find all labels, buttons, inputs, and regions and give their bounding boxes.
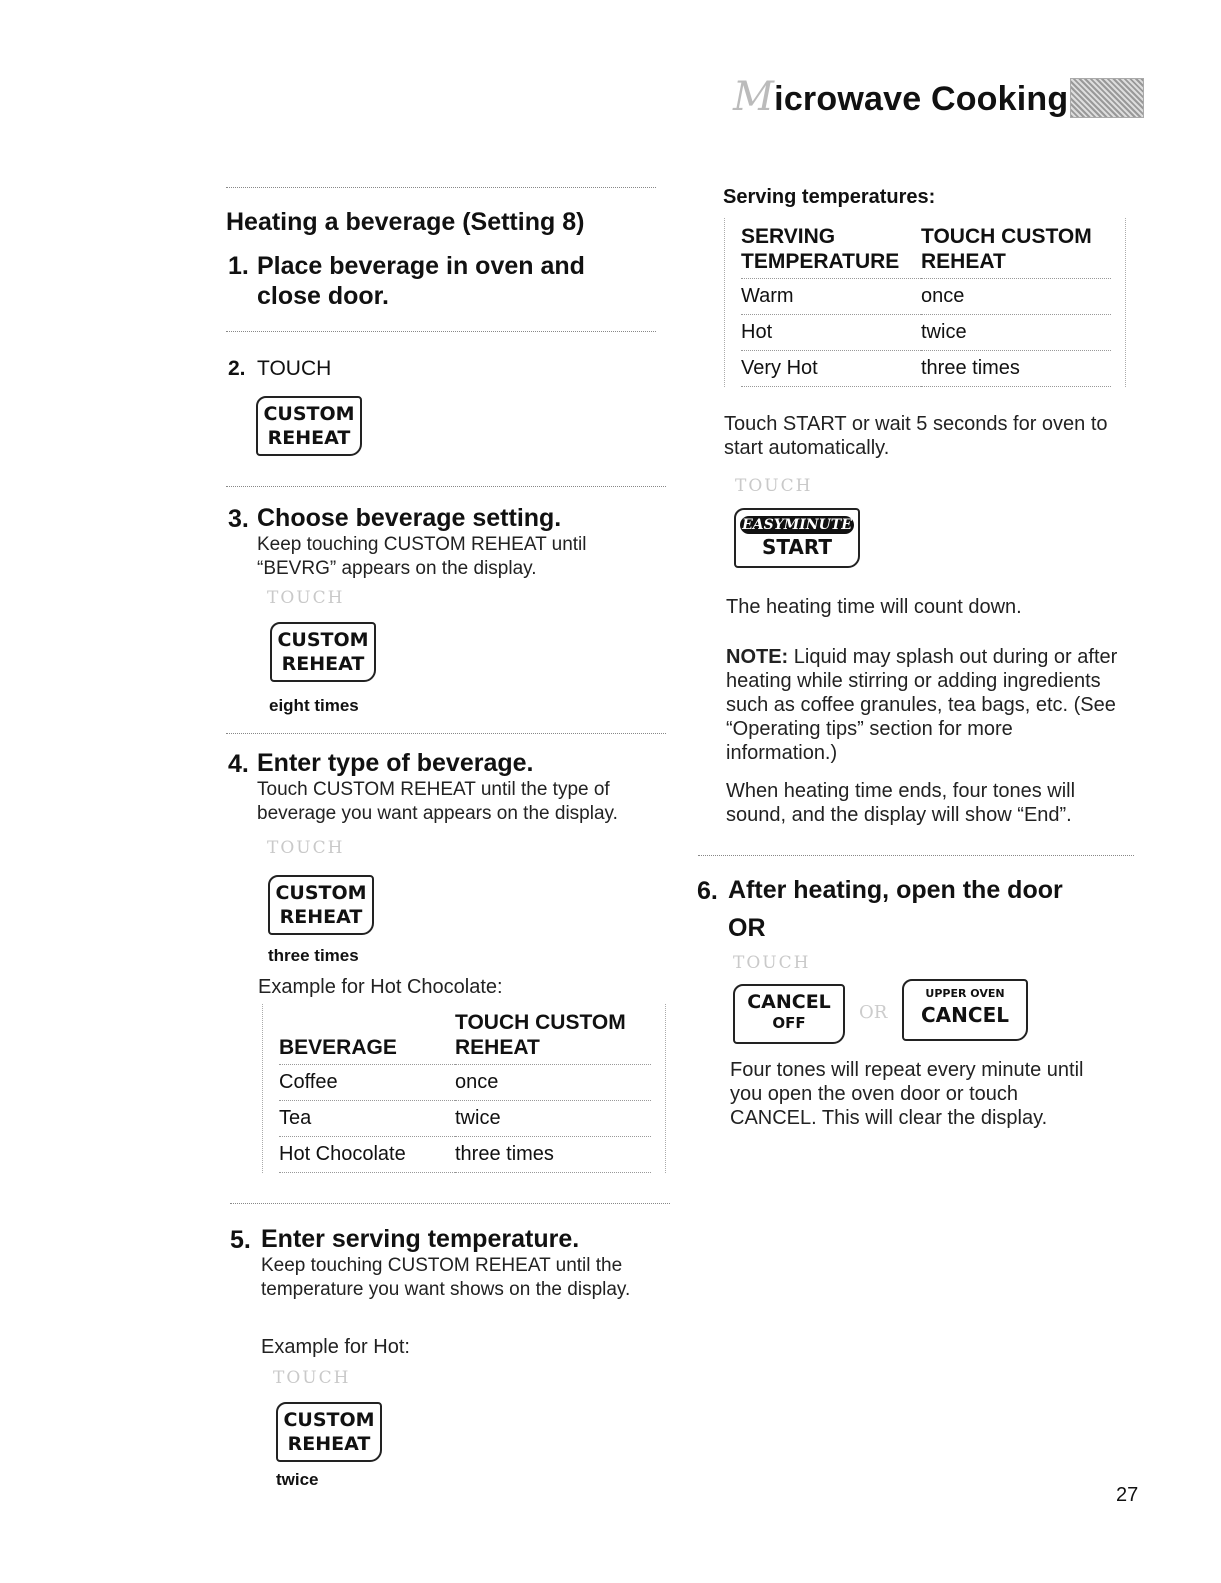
step3-touch-label: TOUCH <box>267 588 345 608</box>
custom-reheat-button[interactable] <box>268 875 374 935</box>
page-number: 27 <box>1116 1484 1139 1506</box>
end-text: When heating time ends, four tones will sound, and the display will show “End”. <box>726 780 1076 826</box>
step6-or: OR <box>728 914 766 942</box>
custom-reheat-button[interactable] <box>276 1402 382 1462</box>
header-pattern-block <box>1070 78 1144 118</box>
table-row <box>741 315 1111 351</box>
beverage-table <box>279 1010 651 1173</box>
step1-title-line1: Place beverage in oven and <box>257 252 585 280</box>
start-text: Touch START or wait 5 seconds for oven to start automatically. <box>724 413 1108 459</box>
step4-text: Touch CUSTOM REHEAT until the type of beverage you want appears on the display. <box>257 779 618 824</box>
table-cell: three times <box>455 1137 651 1173</box>
note-text <box>726 645 1121 765</box>
step5-title: Enter serving temperature. <box>261 1225 580 1253</box>
beverage-table-wrap <box>262 1004 666 1173</box>
table-row <box>741 279 1111 315</box>
custom-reheat-label-2: REHEAT <box>287 1433 371 1455</box>
table-cell: Tea <box>279 1101 455 1137</box>
easyminute-badge: EASYMINUTE <box>740 516 854 534</box>
section-title: Heating a beverage (Setting 8) <box>226 208 585 236</box>
table-cell: Hot Chocolate <box>279 1137 455 1173</box>
step5-times: twice <box>276 1470 319 1489</box>
step4-times: three times <box>268 946 359 965</box>
cancel-label: CANCEL <box>747 991 831 1013</box>
table-cell: once <box>455 1065 651 1101</box>
custom-reheat-button[interactable] <box>256 396 362 456</box>
note-body: Liquid may splash out during or after heating while stirring or adding ingredients such as coffee granules, tea bags, etc. (See “Operating tips” section for more information.) <box>726 646 1118 764</box>
or-label: OR <box>859 1002 888 1023</box>
table-cell: Coffee <box>279 1065 455 1101</box>
table-cell: Very Hot <box>741 351 921 387</box>
off-label: OFF <box>772 1014 806 1032</box>
start-label: START <box>761 535 833 559</box>
serving-table <box>741 224 1111 387</box>
step3-times: eight times <box>269 696 359 715</box>
custom-reheat-label-1: CUSTOM <box>263 403 355 425</box>
start-button[interactable] <box>734 508 860 568</box>
step4-number: 4. <box>228 750 249 778</box>
page-header-title <box>733 74 1068 120</box>
note-label: NOTE: <box>726 646 789 668</box>
header-decorative-m: M <box>733 74 775 120</box>
step5-touch-label: TOUCH <box>273 1368 351 1388</box>
divider <box>226 733 666 734</box>
custom-reheat-label-1: CUSTOM <box>283 1409 375 1431</box>
upper-oven-label: UPPER OVEN <box>925 987 1005 1000</box>
table-header: SERVING TEMPERATURE <box>741 225 900 273</box>
table-header: TOUCH CUSTOM REHEAT <box>455 1011 626 1059</box>
divider <box>226 187 656 188</box>
serving-title: Serving temperatures: <box>723 186 936 208</box>
step2-title: TOUCH <box>257 357 332 380</box>
custom-reheat-label-1: CUSTOM <box>277 629 369 651</box>
step4-title: Enter type of beverage. <box>257 749 534 777</box>
step5-example: Example for Hot: <box>261 1336 410 1358</box>
table-cell: Hot <box>741 315 921 351</box>
step5-number: 5. <box>230 1226 251 1254</box>
custom-reheat-label-2: REHEAT <box>281 653 365 675</box>
step6-touch-label: TOUCH <box>733 953 811 973</box>
divider <box>226 331 656 332</box>
table-row <box>741 351 1111 387</box>
divider <box>698 855 1134 856</box>
custom-reheat-label-2: REHEAT <box>267 427 351 449</box>
countdown-text: The heating time will count down. <box>726 596 1022 618</box>
table-cell: twice <box>921 315 1111 351</box>
step4-touch-label: TOUCH <box>267 838 345 858</box>
step2-number: 2. <box>228 357 246 380</box>
table-cell: three times <box>921 351 1111 387</box>
step5-text: Keep touching CUSTOM REHEAT until the temperature you want shows on the display. <box>261 1255 631 1300</box>
table-cell: once <box>921 279 1111 315</box>
step1-title-line2: close door. <box>257 282 389 310</box>
custom-reheat-label-2: REHEAT <box>279 906 363 928</box>
step1-number: 1. <box>228 252 249 280</box>
serving-table-wrap <box>724 218 1126 387</box>
table-cell: Warm <box>741 279 921 315</box>
upper-cancel-label: CANCEL <box>921 1003 1009 1027</box>
step6-title: After heating, open the door <box>728 876 1063 904</box>
upper-oven-cancel-button[interactable] <box>902 979 1028 1041</box>
custom-reheat-label-1: CUSTOM <box>275 882 367 904</box>
table-row <box>279 1101 651 1137</box>
header-title-text: icrowave Cooking <box>774 80 1069 118</box>
step4-example: Example for Hot Chocolate: <box>258 976 503 998</box>
start-touch-label: TOUCH <box>735 476 813 496</box>
cancel-off-button[interactable] <box>733 984 845 1044</box>
table-header: BEVERAGE <box>279 1036 397 1059</box>
custom-reheat-button[interactable] <box>270 622 376 682</box>
table-row <box>279 1065 651 1101</box>
divider <box>226 486 666 487</box>
step3-title: Choose beverage setting. <box>257 504 562 532</box>
step3-text: Keep touching CUSTOM REHEAT until “BEVRG” appears on the display. <box>257 534 587 579</box>
table-cell: twice <box>455 1101 651 1137</box>
step3-number: 3. <box>228 505 249 533</box>
table-row <box>279 1137 651 1173</box>
step6-number: 6. <box>697 877 718 905</box>
divider <box>230 1203 670 1204</box>
repeat-text: Four tones will repeat every minute until you open the oven door or touch CANCEL. This will clear the display. <box>730 1059 1084 1129</box>
table-header: TOUCH CUSTOM REHEAT <box>921 225 1092 273</box>
